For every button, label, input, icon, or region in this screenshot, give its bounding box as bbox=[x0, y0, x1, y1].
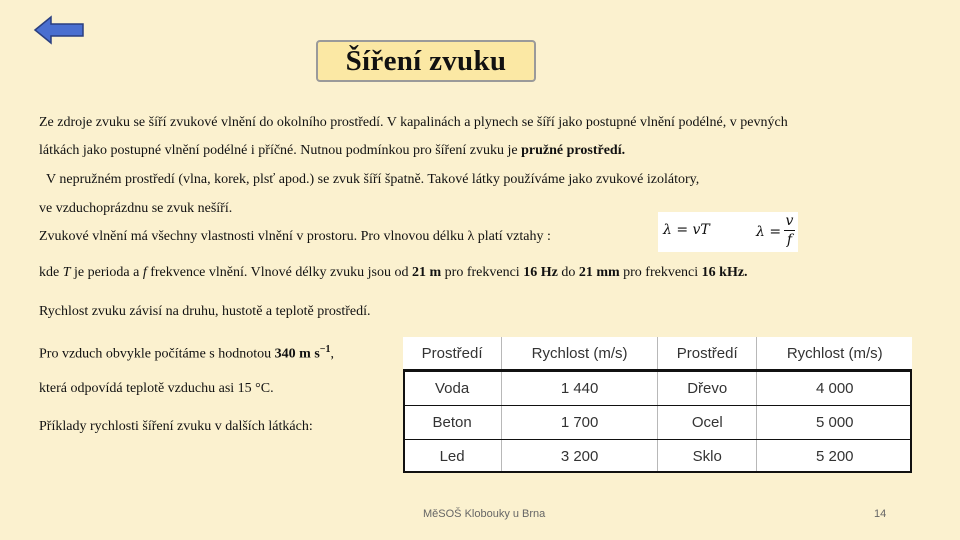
value-text: 21 m bbox=[412, 265, 442, 280]
table-cell: 1 700 bbox=[502, 406, 658, 440]
paragraph-line bbox=[39, 114, 788, 132]
left-arrow-icon bbox=[33, 15, 85, 45]
text: V nepružném prostředí (vlna, korek, plsť apod.) se zvuk šíří špatně. Takové látky používáme jako zvukové izolátory, bbox=[46, 172, 700, 187]
paragraph-line bbox=[39, 418, 313, 436]
text: kde bbox=[39, 265, 63, 280]
text: Ze zdroje zvuku se šíří zvukové vlnění do okolního prostředí. V kapalinách a plynech se šíří jako postupné vlnění podélné, v pevných bbox=[39, 115, 788, 130]
page-title bbox=[316, 40, 536, 82]
page-number: 14 bbox=[874, 508, 887, 520]
table-cell: Led bbox=[439, 448, 465, 465]
page-title-text: Šíření zvuku bbox=[345, 44, 507, 77]
table-cell: Beton bbox=[403, 406, 502, 440]
text: frekvence vlnění. Vlnové délky zvuku jsou od bbox=[146, 265, 412, 280]
column-header: Prostředí bbox=[403, 337, 502, 371]
column-header: Rychlost (m/s) bbox=[757, 337, 912, 371]
table-cell: Sklo bbox=[657, 440, 757, 474]
text: Pro vzduch obvykle počítáme s hodnotou bbox=[39, 346, 275, 362]
italic-text: f bbox=[142, 265, 147, 280]
paragraph-line bbox=[39, 380, 274, 398]
column-header: Prostředí bbox=[657, 337, 757, 371]
table-header-row bbox=[403, 337, 912, 371]
value-text: 340 m bbox=[274, 346, 315, 362]
paragraph-line bbox=[39, 341, 334, 364]
value-text: 16 kHz. bbox=[701, 265, 748, 280]
formula-denominator: f bbox=[786, 232, 793, 248]
text: ve vzduchoprázdnu se zvuk nešíří. bbox=[39, 201, 233, 216]
table-cell: 5 200 bbox=[757, 440, 912, 474]
column-header: Rychlost (m/s) bbox=[502, 337, 658, 371]
text: Zvukové vlnění má všechny vlastnosti vlnění v prostoru. Pro vlnovou délku λ platí vztahy : bbox=[39, 229, 551, 244]
formula-fraction bbox=[784, 213, 795, 248]
text: do bbox=[557, 265, 579, 280]
text: pro frekvenci bbox=[619, 265, 702, 280]
value-text: 21 mm bbox=[578, 265, 620, 280]
table-cell: Dřevo bbox=[657, 371, 757, 406]
paragraph-line bbox=[39, 228, 551, 246]
paragraph-line bbox=[39, 142, 625, 160]
wavelength-formula bbox=[658, 212, 798, 252]
unit-text: s bbox=[314, 346, 320, 362]
table-cell: Voda bbox=[403, 371, 502, 406]
text: je perioda a bbox=[70, 265, 143, 280]
table-row bbox=[403, 406, 912, 440]
table-row bbox=[403, 440, 912, 474]
table-cell: 3 200 bbox=[502, 440, 658, 474]
table-cell: 1 440 bbox=[502, 371, 658, 406]
table-cell: Ocel bbox=[657, 406, 757, 440]
table-cell: 4 000 bbox=[757, 371, 912, 406]
footer-school: MěSOŠ Klobouky u Brna bbox=[423, 508, 546, 520]
paragraph-line bbox=[39, 303, 370, 321]
formula-vt: λ = vT bbox=[663, 222, 710, 238]
text: pro frekvenci bbox=[441, 265, 524, 280]
text: Rychlost zvuku závisí na druhu, hustotě a teplotě prostředí. bbox=[39, 304, 371, 319]
text: která odpovídá teplotě vzduchu asi 15 °C. bbox=[39, 381, 274, 396]
text: látkách jako postupné vlnění podélné i příčné. Nutnou podmínkou pro šíření zvuku je bbox=[39, 143, 522, 158]
formula-lambda: λ = bbox=[756, 224, 782, 240]
paragraph-line bbox=[39, 200, 232, 218]
back-button[interactable] bbox=[33, 15, 85, 45]
table-cell: 5 000 bbox=[757, 406, 912, 440]
text: , bbox=[330, 346, 334, 362]
emphasis-text: pružné prostředí. bbox=[521, 143, 626, 158]
exponent-text: −1 bbox=[319, 344, 331, 355]
formula-numerator: v bbox=[785, 213, 794, 229]
italic-text: T bbox=[62, 265, 71, 280]
sound-speed-table bbox=[403, 337, 912, 473]
text: Příklady rychlosti šíření zvuku v dalších látkách: bbox=[39, 419, 313, 434]
paragraph-line bbox=[46, 171, 699, 189]
table-row bbox=[403, 371, 912, 406]
value-text: 16 Hz bbox=[523, 265, 558, 280]
paragraph-line bbox=[39, 264, 748, 282]
